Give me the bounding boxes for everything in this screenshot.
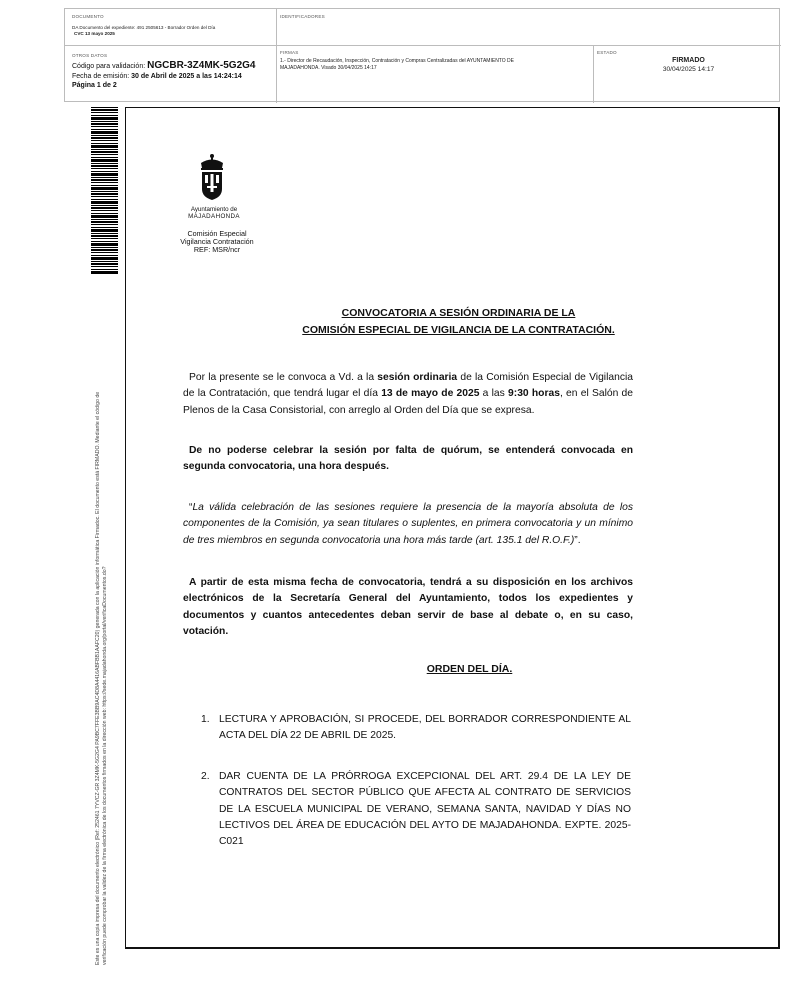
agenda-item-text: LECTURA Y APROBACIÓN, SI PROCEDE, DEL BORRADOR CORRESPONDIENTE AL ACTA DEL DÍA 22 DE ABRIL DE 2025. [219, 714, 631, 742]
page-count: Página 1 de 2 [72, 82, 117, 89]
reference: REF: MSR/ncr [193, 245, 241, 255]
convocation-paragraph [183, 370, 633, 419]
quote-paragraph [183, 500, 633, 549]
text-run: 9:30 horas [508, 388, 560, 400]
otros-datos-caption: OTROS DATOS [72, 53, 108, 58]
issue-date-value: 30 de Abril de 2025 a las 14:24:14 [131, 73, 242, 80]
archive-paragraph: A partir de esta misma fecha de convocatoria, tendrá a su disposición en los archivos electrónicos de la Secretaría General del Ayuntamiento, todos los expedientes y documentos y cuantos antecedentes deban servir de base al debate o, en su caso, votación. [183, 577, 633, 637]
signature-line: 1.- Director de Recaudación, Inspección, Contratación y Compras Centralizadas del AYUNTAMIENTO DE [280, 58, 514, 64]
org-line: Ayuntamiento de [190, 206, 238, 213]
divider [276, 9, 277, 103]
text-run: , en el Salón de Plenos de la Casa Consistorial, con arreglo al Orden del Día que se expresa. [183, 388, 633, 416]
signature-line: MAJADAHONDA. Visado 30/04/2025 14:17 [280, 65, 377, 71]
divider [593, 45, 594, 103]
quorum-paragraph: De no poderse celebrar la sesión por falta de quórum, se entenderá convocada en segunda convocatoria, una hora después. [183, 445, 633, 473]
text-run: 13 de mayo de 2025 [381, 388, 480, 400]
organization-name [184, 207, 244, 220]
validation-code-value: NGCBR-3Z4MK-5G2G4 [147, 60, 256, 71]
status-date: 30/04/2025 14:17 [662, 66, 715, 73]
firmas-caption: FIRMAS [280, 50, 299, 55]
committee-line: Vigilancia Contratación [180, 237, 254, 247]
committee-line: Comisión Especial [187, 229, 247, 238]
text-run: a las [479, 388, 509, 400]
validation-code [72, 62, 255, 72]
documento-line: DA Documento del expediente: 491 2505613 - Borrador Orden del Día [72, 25, 216, 30]
agenda-item [201, 769, 631, 850]
committee-block [172, 230, 262, 255]
text-run: ”. [574, 534, 581, 546]
barcode [91, 107, 118, 275]
document-title: COMISIÓN ESPECIAL DE VIGILANCIA DE LA CONTRATACIÓN. [302, 324, 615, 336]
text-run: sesión ordinaria [377, 372, 458, 383]
verification-side-text [95, 305, 108, 965]
text-run: “ [189, 502, 193, 513]
text-run: Por la presente se le convoca a Vd. a la [189, 372, 378, 383]
divider [65, 45, 781, 46]
documento-line: CVC 13 mayo 2025 [74, 31, 115, 36]
document-metadata-header [64, 8, 780, 102]
identificadores-caption: IDENTIFICADORES [280, 14, 325, 19]
estado-caption: ESTADO [597, 50, 617, 55]
agenda-title: ORDEN DEL DÍA. [426, 663, 513, 675]
agenda-item-number: 2. [201, 771, 210, 782]
side-text-line: Este es una copia impresa del documento electrónico (Ref: 252461 7YVCZ-GR 3Z4MK-5G2G4 PA9BC7FFE3BB9AC4D8A4416ABFBB1AAFC20) generada con la aplicación informática Firmadoc. El documento está FIRMADO. Mediante el código de [95, 391, 101, 965]
text-run: La válida celebración de las sesiones requiere la presencia de la mayoría absoluta de los componentes de la Comisión, ya sean titulares o suplentes, en primera convocatoria y un mínimo de tres miembros en segunda convocatoria una hora más tarde (art. 135.1 del R.O.F.) [183, 502, 633, 546]
org-line: MAJADAHONDA [188, 212, 240, 220]
agenda-item-number: 1. [201, 714, 210, 725]
text-run: de la Comisión Especial de Vigilancia de la Contratación, que tendrá lugar el día [183, 372, 633, 400]
document-title: CONVOCATORIA A SESIÓN ORDINARIA DE LA [341, 307, 576, 319]
side-text-line: verificación puede comprobar la validez de la firma electrónica de los documentos firmados en la dirección web: https://sede.majadahonda.org/portal/verificaDocumentos.do? [101, 566, 108, 965]
issue-date-label: Fecha de emisión: [72, 73, 130, 80]
agenda-item [201, 712, 631, 745]
validation-code-label: Código para validación: [72, 63, 146, 70]
documento-caption: DOCUMENTO [72, 14, 104, 19]
issue-date [72, 73, 242, 82]
document-page [125, 107, 780, 949]
status-badge: FIRMADO [672, 57, 705, 64]
agenda-item-text: DAR CUENTA DE LA PRÓRROGA EXCEPCIONAL DEL ART. 29.4 DE LA LEY DE CONTRATOS DEL SECTOR PÚBLICO QUE AFECTA AL CONTRATO DE SERVICIOS DE LA ESCUELA MUNICIPAL DE VERANO, SEMANA SANTA, NAVIDAD Y DÍAS NO LECTIVOS DEL ÁREA DE EDUCACIÓN DEL AYTO DE MAJADAHONDA. EXPTE. 2025-C021 [219, 771, 631, 848]
